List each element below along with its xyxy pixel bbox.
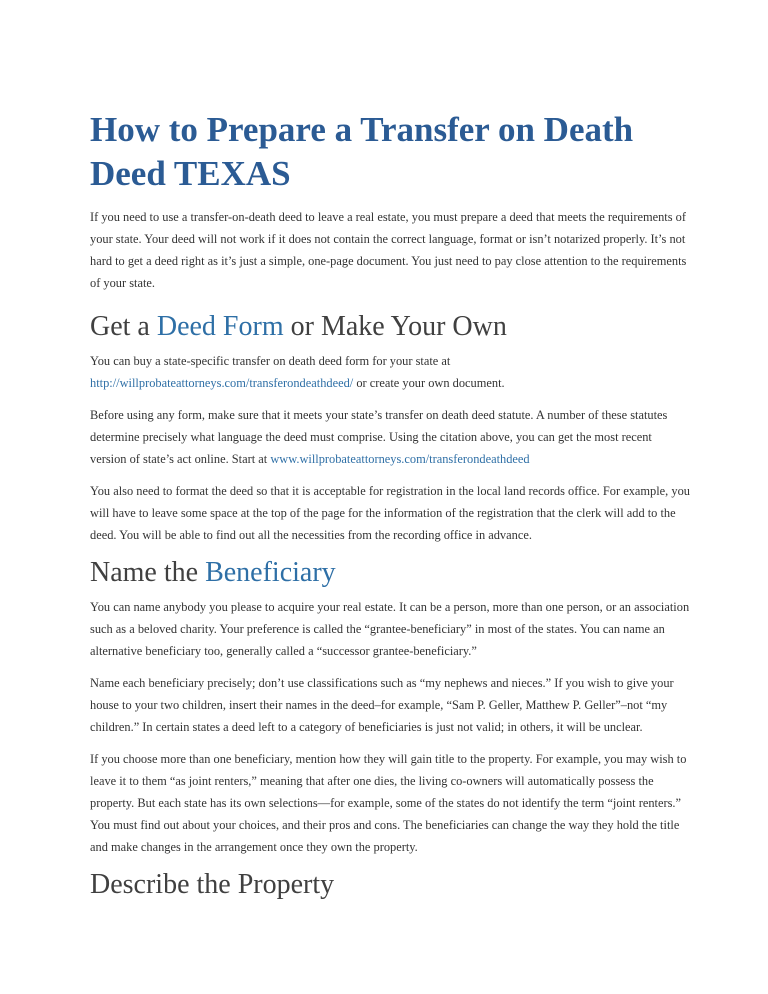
heading-beneficiary xyxy=(90,556,690,590)
deed-paragraph-3: You also need to format the deed so that it is acceptable for registration in the local land records office. For example, you will have to leave some space at the top of the page for the information of the registration that the clerk will add to the deed. You will be able to find out all the necessities from the recording office in advance. xyxy=(90,484,690,542)
heading-describe-property: Describe the Property xyxy=(90,869,335,900)
willprobate-url-link[interactable]: http://willprobateattorneys.com/transferondeathdeed/ xyxy=(90,376,354,390)
beneficiary-paragraph-1: You can name anybody you please to acquire your real estate. It can be a person, more than one person, or an association such as a beloved charity. Your preference is called the “grantee-beneficiary” in most of the states. You can name an alternative beneficiary too, generally called a “successor grantee-beneficiary.” xyxy=(90,600,690,658)
deed-p1-tail: or create your own document. xyxy=(353,376,505,390)
beneficiary-paragraph-2: Name each beneficiary precisely; don’t use classifications such as “my nephews and nieces.” If you wish to give your house to your two children, insert their names in the deed–for example, “Sam P. Geller, Matthew P. Geller”–not “my children.” In certain states a deed left to a category of beneficiaries is just not valid; in others, it will be unclear. xyxy=(90,676,674,734)
heading-deed-form xyxy=(90,310,690,344)
deed-p2-text: Before using any form, make sure that it meets your state’s transfer on death deed statute. A number of these statutes determine precisely what language the deed must comprise. Using the citation above, you can get the most recent version of state’s act online. Start at xyxy=(90,408,668,466)
beneficiary-paragraph-3: If you choose more than one beneficiary, mention how they will gain title to the property. For example, you may wish to leave it to them “as joint renters,” meaning that after one dies, the living co-owners will automatically possess the property. But each state has its own selections—for example, some of the states do not identify the term “joint renters.” You must find out about your choices, and their pros and cons. The beneficiaries can change the way they hold the title and make changes in the arrangement once they own the property. xyxy=(90,752,687,854)
document-page xyxy=(90,108,690,908)
heading-beneficiary-pre: Name the xyxy=(90,557,206,588)
deed-paragraph-2 xyxy=(90,404,690,470)
deed-paragraph-1 xyxy=(90,350,690,394)
page-title: How to Prepare a Transfer on Death Deed TEXAS xyxy=(90,110,634,193)
deed-p1-text: You can buy a state-specific transfer on death deed form for your state at xyxy=(90,354,451,368)
deed-form-link[interactable]: Deed Form xyxy=(156,311,284,342)
beneficiary-link[interactable]: Beneficiary xyxy=(205,557,336,588)
heading-deed-form-pre: Get a xyxy=(90,311,157,342)
intro-paragraph: If you need to use a transfer-on-death deed to leave a real estate, you must prepare a deed that meets the requirements of your state. Your deed will not work if it does not contain the correct language, format or isn’t notarized properly. It’s not hard to get a deed right as it’s just a simple, one-page document. You just need to pay close attention to the requirements of your state. xyxy=(90,210,687,290)
heading-deed-form-post: or Make Your Own xyxy=(283,311,507,342)
willprobate-www-link[interactable]: www.willprobateattorneys.com/transferondeathdeed xyxy=(270,452,530,466)
